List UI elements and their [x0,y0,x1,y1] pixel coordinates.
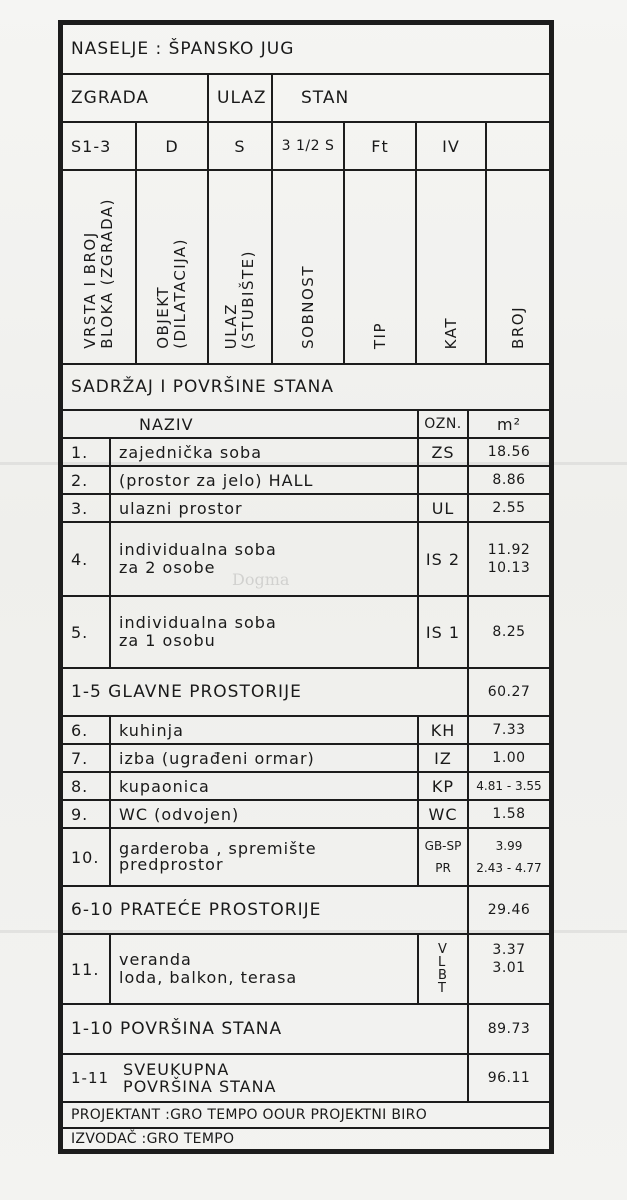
row-m2: 7.33 [467,715,551,745]
code-tip: Ft [343,121,417,171]
watermark: Dogma [232,570,290,589]
sum-sveukupna-label: SVEUKUPNA POVRŠINA STANA [123,1060,277,1096]
row-m2: 1.00 [467,743,551,773]
col-header-naziv: NAZIV [61,409,419,439]
row-naziv: individualna soba za 2 osobe [109,521,419,597]
row-m2: 2.55 [467,493,551,523]
row-num: 9. [61,799,111,829]
row-naziv: (prostor za jelo) HALL [109,465,419,495]
section-title: SADRŽAJ I POVRŠINE STANA [61,363,551,411]
row-num: 2. [61,465,111,495]
row-naziv: ulazni prostor [109,493,419,523]
row-num: 6. [61,715,111,745]
row-m2: 4.81 - 3.55 [467,771,551,801]
row-naziv: garderoba , spremište predprostor [109,827,419,887]
sum-sveukupna [61,1053,469,1103]
row-naziv: kuhinja [109,715,419,745]
row-m2: 8.25 [467,595,551,669]
code-vrsta: S1-3 [61,121,137,171]
sum-prateće-prostorije: 6-10 PRATEĆE PROSTORIJE [61,885,469,935]
header-tip: TIP [343,169,417,365]
row-ozn [417,465,469,495]
sum-sveukupna-num: 1-11 [71,1069,110,1087]
row-num: 7. [61,743,111,773]
row-naziv: zajednička soba [109,437,419,467]
row-num: 4. [61,521,111,597]
apartment-data-sheet [58,20,554,1154]
row-ozn: IS 2 [417,521,469,597]
ulaz-label: ULAZ [207,73,273,123]
row-num: 1. [61,437,111,467]
code-kat: IV [415,121,487,171]
zgrada-label: ZGRADA [61,73,209,123]
sum-povrsina-m2: 89.73 [467,1003,551,1055]
row-m2: 8.86 [467,465,551,495]
stan-label: STAN [271,73,551,123]
sum-glavne-prostorije: 1-5 GLAVNE PROSTORIJE [61,667,469,717]
row-num: 3. [61,493,111,523]
row-ozn: IZ [417,743,469,773]
row-naziv: individualna soba za 1 osobu [109,595,419,669]
row-ozn: GB-SP PR [417,827,469,887]
row-ozn: IS 1 [417,595,469,669]
projektant: PROJEKTANT :GRO TEMPO OOUR PROJEKTNI BIRO [61,1101,551,1129]
row-ozn: UL [417,493,469,523]
row-ozn: WC [417,799,469,829]
header-objekt: OBJEKT (DILATACIJA) [135,169,209,365]
row-num: 8. [61,771,111,801]
row-ozn: ZS [417,437,469,467]
col-header-m2: m² [467,409,551,439]
row-m2: 18.56 [467,437,551,467]
header-broj: BROJ [485,169,551,365]
header-kat: KAT [415,169,487,365]
header-sobnost: SOBNOST [271,169,345,365]
code-objekt: D [135,121,209,171]
izvodac: IZVODAČ :GRO TEMPO [61,1127,551,1151]
row-m2: 11.92 10.13 [467,521,551,597]
row-naziv: WC (odvojen) [109,799,419,829]
sum-prateće-m2: 29.46 [467,885,551,935]
header-ulaz: ULAZ (STUBIŠTE) [207,169,273,365]
row-m2: 3.99 2.43 - 4.77 [467,827,551,887]
code-sobnost: 3 1/2 S [271,121,345,171]
row-m2: 1.58 [467,799,551,829]
header-vrsta-bloka: VRSTA I BROJ BLOKA (ZGRADA) [61,169,137,365]
col-header-ozn: OZN. [417,409,469,439]
sum-povrsina-stana: 1-10 POVRŠINA STANA [61,1003,469,1055]
row-ozn: KH [417,715,469,745]
row-naziv: izba (ugrađeni ormar) [109,743,419,773]
row-naziv: kupaonica [109,771,419,801]
row-ozn: KP [417,771,469,801]
code-ulaz: S [207,121,273,171]
sum-glavne-m2: 60.27 [467,667,551,717]
sum-sveukupna-m2: 96.11 [467,1053,551,1103]
row-m2: 3.37 3.01 [467,933,551,1005]
code-broj [485,121,551,171]
row-ozn: V L B T [417,933,469,1005]
row-naziv: veranda loda, balkon, terasa [109,933,419,1005]
row-num: 11. [61,933,111,1005]
row-num: 5. [61,595,111,669]
naselje-title: NASELJE : ŠPANSKO JUG [61,23,551,75]
row-num: 10. [61,827,111,887]
